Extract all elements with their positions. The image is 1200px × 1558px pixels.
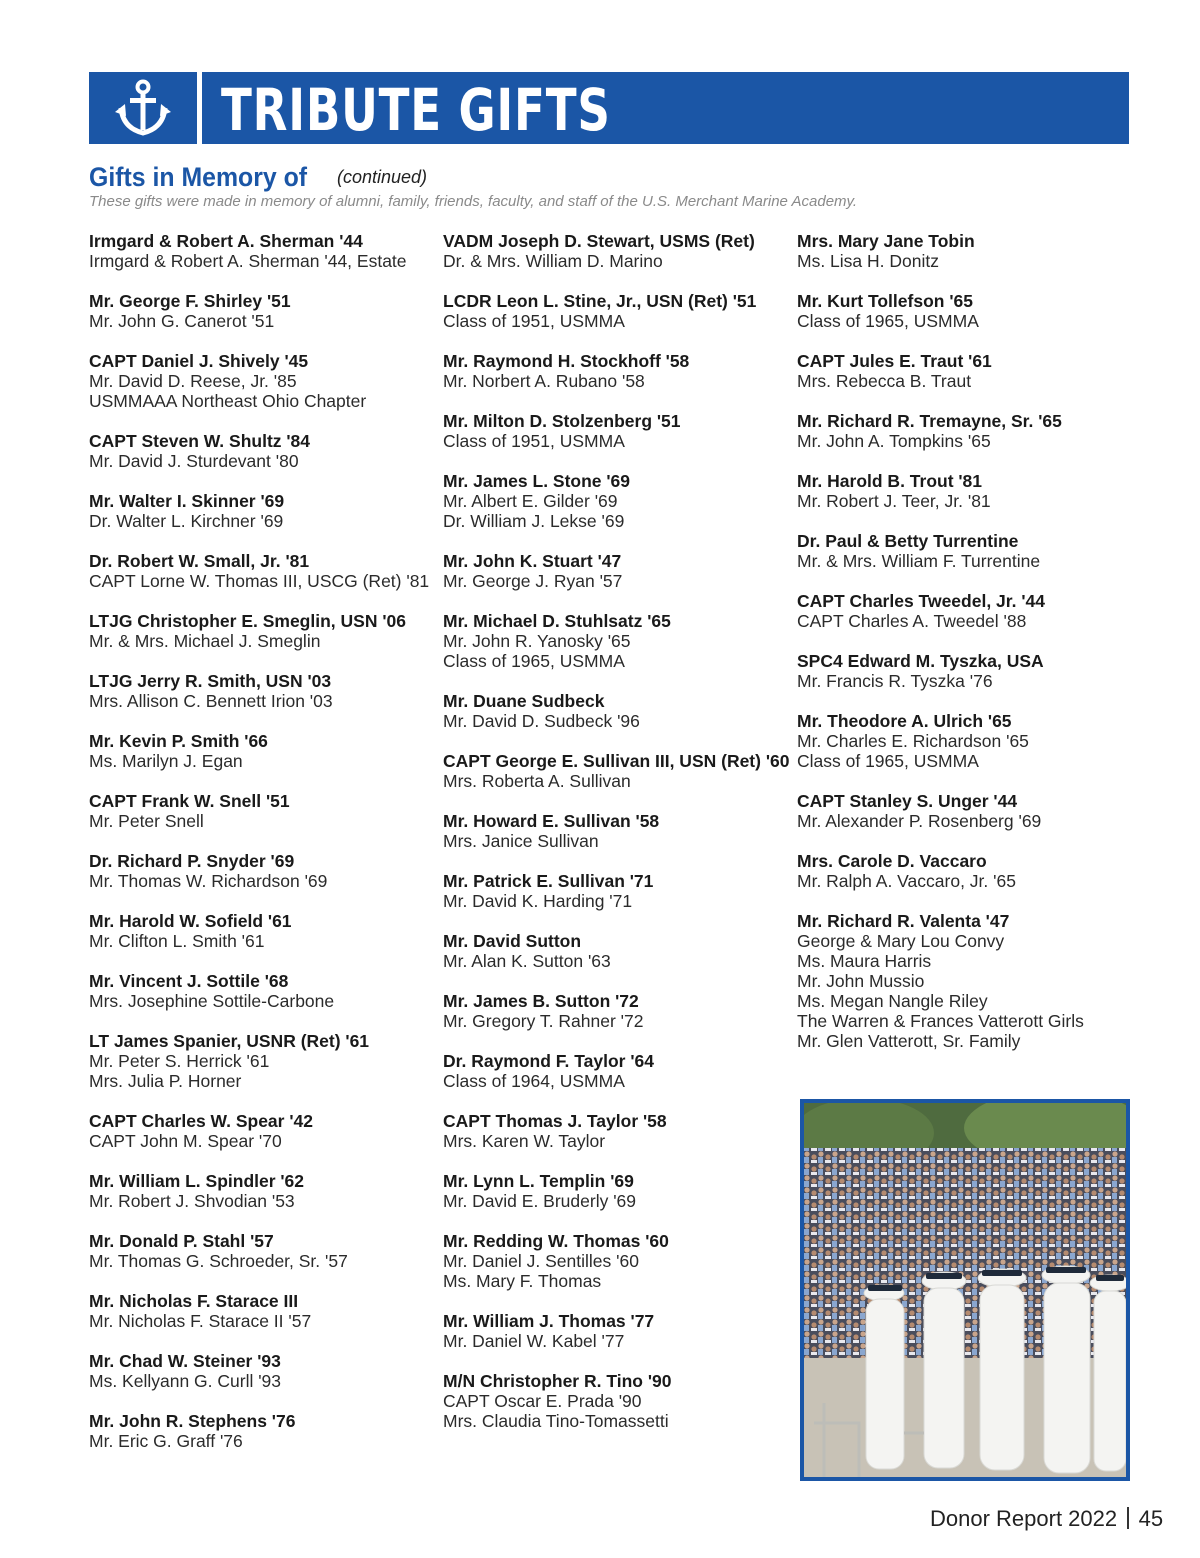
memorial-entry	[89, 611, 434, 651]
memorial-entry	[443, 991, 788, 1031]
honoree-name: Dr. Robert W. Small, Jr. '81	[89, 551, 310, 571]
donor-name: CAPT John M. Spear '70	[89, 1131, 282, 1151]
honoree-name: Mr. Richard R. Valenta '47	[797, 911, 1010, 931]
column-1	[89, 231, 434, 1471]
memorial-entry	[443, 411, 788, 451]
honoree-name: Mr. Lynn L. Templin '69	[443, 1171, 634, 1191]
memorial-entry	[89, 291, 434, 331]
honoree-name: Mr. Donald P. Stahl '57	[89, 1231, 274, 1251]
donor-name: Class of 1965, USMMA	[443, 651, 625, 671]
honoree-name: CAPT Charles W. Spear '42	[89, 1111, 313, 1131]
donor-name: Ms. Maura Harris	[797, 951, 932, 971]
memorial-entry	[797, 711, 1142, 771]
continued-label: (continued)	[337, 167, 428, 187]
donor-name: Mr. George J. Ryan '57	[443, 571, 623, 591]
memorial-entry	[443, 471, 788, 531]
donor-name: Mr. Peter S. Herrick '61	[89, 1051, 270, 1071]
donor-name: Mr. John A. Tompkins '65	[797, 431, 991, 451]
memorial-entry	[89, 351, 434, 411]
banner-title: TRIBUTE GIFTS	[221, 76, 611, 144]
donor-name: Mr. Daniel W. Kabel '77	[443, 1331, 625, 1351]
donor-name: The Warren & Frances Vatterott Girls	[797, 1011, 1084, 1031]
donor-name: Class of 1951, USMMA	[443, 431, 625, 451]
memorial-entry	[89, 731, 434, 771]
donor-name: Mr. Albert E. Gilder '69	[443, 491, 618, 511]
honoree-name: Mr. William L. Spindler '62	[89, 1171, 305, 1191]
memorial-entry	[89, 1171, 434, 1211]
anchor-icon	[115, 78, 171, 138]
honoree-name: Mr. Michael D. Stuhlsatz '65	[443, 611, 671, 631]
donor-name: Mr. Thomas G. Schroeder, Sr. '57	[89, 1251, 348, 1271]
honoree-name: Mr. Walter I. Skinner '69	[89, 491, 285, 511]
memorial-entry	[797, 231, 1142, 271]
donor-name: Class of 1964, USMMA	[443, 1071, 625, 1091]
donor-name: Class of 1965, USMMA	[797, 751, 979, 771]
donor-name: Ms. Lisa H. Donitz	[797, 251, 939, 271]
donor-name: Ms. Kellyann G. Curll '93	[89, 1371, 282, 1391]
honoree-name: VADM Joseph D. Stewart, USMS (Ret)	[443, 231, 755, 251]
memorial-entry	[443, 1051, 788, 1091]
donor-name: Ms. Marilyn J. Egan	[89, 751, 243, 771]
memorial-entry	[797, 351, 1142, 391]
honoree-name: CAPT Thomas J. Taylor '58	[443, 1111, 667, 1131]
memorial-entry	[443, 231, 788, 271]
memorial-entry	[89, 431, 434, 471]
honoree-name: Mr. Kevin P. Smith '66	[89, 731, 268, 751]
donor-name: Mrs. Josephine Sottile-Carbone	[89, 991, 335, 1011]
donor-name: Mr. Robert J. Teer, Jr. '81	[797, 491, 991, 511]
memorial-entry	[443, 811, 788, 851]
honoree-name: Mr. Harold B. Trout '81	[797, 471, 983, 491]
honoree-name: Dr. Richard P. Snyder '69	[89, 851, 295, 871]
memorial-entry	[89, 671, 434, 711]
donor-name: Mr. John Mussio	[797, 971, 925, 991]
honoree-name: Mr. William J. Thomas '77	[443, 1311, 655, 1331]
memorial-entry	[443, 551, 788, 591]
donor-name: Dr. Walter L. Kirchner '69	[89, 511, 284, 531]
memorial-entry	[89, 1031, 434, 1091]
donor-name: George & Mary Lou Convy	[797, 931, 1005, 951]
honoree-name: M/N Christopher R. Tino '90	[443, 1371, 672, 1391]
donor-name: Mr. Nicholas F. Starace II '57	[89, 1311, 312, 1331]
memorial-entry	[443, 1231, 788, 1291]
honoree-name: Mr. James B. Sutton '72	[443, 991, 639, 1011]
memorial-entry	[797, 531, 1142, 571]
memorial-entry	[443, 931, 788, 971]
honoree-name: Mr. Redding W. Thomas '60	[443, 1231, 669, 1251]
honoree-name: Mr. James L. Stone '69	[443, 471, 631, 491]
honoree-name: CAPT Steven W. Shultz '84	[89, 431, 311, 451]
donor-name: Irmgard & Robert A. Sherman '44, Estate	[89, 251, 407, 271]
honoree-name: Mr. Milton D. Stolzenberg '51	[443, 411, 681, 431]
donor-name: Mr. David D. Sudbeck '96	[443, 711, 640, 731]
banner-divider	[197, 72, 202, 144]
memorial-entry	[89, 791, 434, 831]
memorial-entry	[89, 1231, 434, 1271]
donor-name: Mrs. Janice Sullivan	[443, 831, 599, 851]
memorial-entry	[89, 1111, 434, 1151]
memorial-entry	[89, 551, 434, 591]
memorial-entry	[443, 691, 788, 731]
section-subtitle: These gifts were made in memory of alumni, family, friends, faculty, and staff of the U.S. Merchant Marine Academy.	[89, 193, 858, 210]
honoree-name: LCDR Leon L. Stine, Jr., USN (Ret) '51	[443, 291, 757, 311]
honoree-name: Mr. Patrick E. Sullivan '71	[443, 871, 654, 891]
donor-name: CAPT Oscar E. Prada '90	[443, 1391, 642, 1411]
honoree-name: Mr. Nicholas F. Starace III	[89, 1291, 299, 1311]
memorial-entry	[89, 1291, 434, 1331]
donor-name: Mr. Ralph A. Vaccaro, Jr. '65	[797, 871, 1016, 891]
memorial-entry	[89, 971, 434, 1011]
honoree-name: CAPT Charles Tweedel, Jr. '44	[797, 591, 1045, 611]
honoree-name: SPC4 Edward M. Tyszka, USA	[797, 651, 1044, 671]
honoree-name: Dr. Paul & Betty Turrentine	[797, 531, 1019, 551]
memorial-entry	[443, 751, 788, 791]
donor-name: Dr. William J. Lekse '69	[443, 511, 625, 531]
memorial-entry	[797, 651, 1142, 691]
memorial-entry	[443, 1311, 788, 1351]
honoree-name: Mr. Theodore A. Ulrich '65	[797, 711, 1012, 731]
memorial-entry	[797, 291, 1142, 331]
memorial-entry	[443, 351, 788, 391]
memorial-entry	[797, 851, 1142, 891]
honoree-name: Mr. Howard E. Sullivan '58	[443, 811, 660, 831]
donor-name: Mr. Francis R. Tyszka '76	[797, 671, 993, 691]
honoree-name: CAPT Jules E. Traut '61	[797, 351, 992, 371]
memorial-entry	[797, 591, 1142, 631]
donor-name: Mr. David J. Sturdevant '80	[89, 451, 299, 471]
memorial-entry	[89, 851, 434, 891]
donor-name: Mr. Thomas W. Richardson '69	[89, 871, 328, 891]
donor-name: Mrs. Allison C. Bennett Irion '03	[89, 691, 333, 711]
donor-name: CAPT Charles A. Tweedel '88	[797, 611, 1027, 631]
donor-name: Mr. Alexander P. Rosenberg '69	[797, 811, 1042, 831]
donor-name: Mr. Eric G. Graff '76	[89, 1431, 243, 1451]
donor-name: Mr. Gregory T. Rahner '72	[443, 1011, 644, 1031]
donor-name: Ms. Megan Nangle Riley	[797, 991, 988, 1011]
title-banner	[89, 72, 1129, 144]
honoree-name: Mrs. Carole D. Vaccaro	[797, 851, 987, 871]
honoree-name: CAPT Daniel J. Shively '45	[89, 351, 309, 371]
honoree-name: CAPT Frank W. Snell '51	[89, 791, 290, 811]
page-number: 45	[1138, 1506, 1164, 1531]
donor-name: Mr. John G. Canerot '51	[89, 311, 275, 331]
donor-name: Mr. Norbert A. Rubano '58	[443, 371, 645, 391]
honoree-name: Mr. John K. Stuart '47	[443, 551, 622, 571]
donor-name: Mrs. Rebecca B. Traut	[797, 371, 972, 391]
footer-separator	[1127, 1507, 1129, 1529]
memorial-entry	[797, 471, 1142, 511]
honoree-name: LT James Spanier, USNR (Ret) '61	[89, 1031, 370, 1051]
graduation-photo	[800, 1099, 1130, 1481]
honoree-name: Mr. Raymond H. Stockhoff '58	[443, 351, 690, 371]
donor-name: Mr. John R. Yanosky '65	[443, 631, 631, 651]
section-title: Gifts in Memory of	[89, 162, 308, 192]
memorial-entry	[443, 1371, 788, 1431]
honoree-name: Mr. Richard R. Tremayne, Sr. '65	[797, 411, 1062, 431]
donor-name: Ms. Mary F. Thomas	[443, 1271, 602, 1291]
memorial-entry	[443, 871, 788, 911]
honoree-name: Mrs. Mary Jane Tobin	[797, 231, 975, 251]
donor-name: Mr. David K. Harding '71	[443, 891, 633, 911]
memorial-entry	[797, 411, 1142, 451]
donor-name: Mr. Peter Snell	[89, 811, 204, 831]
donor-name: Mrs. Julia P. Horner	[89, 1071, 242, 1091]
honoree-name: Mr. Harold W. Sofield '61	[89, 911, 292, 931]
honoree-name: Mr. David Sutton	[443, 931, 582, 951]
memorial-entry	[443, 1111, 788, 1151]
anchor-icon-box	[89, 72, 197, 144]
donor-name: USMMAAA Northeast Ohio Chapter	[89, 391, 367, 411]
donor-name: Mr. David D. Reese, Jr. '85	[89, 371, 297, 391]
section-heading	[89, 162, 428, 193]
donor-name: Mr. Glen Vatterott, Sr. Family	[797, 1031, 1021, 1051]
donor-name: Class of 1951, USMMA	[443, 311, 625, 331]
honoree-name: CAPT George E. Sullivan III, USN (Ret) '60	[443, 751, 790, 771]
donor-name: Mrs. Karen W. Taylor	[443, 1131, 606, 1151]
honoree-name: LTJG Jerry R. Smith, USN '03	[89, 671, 332, 691]
donor-name: Mrs. Claudia Tino-Tomassetti	[443, 1411, 669, 1431]
donor-name: Mr. Alan K. Sutton '63	[443, 951, 611, 971]
column-2	[443, 231, 788, 1451]
donor-name: CAPT Lorne W. Thomas III, USCG (Ret) '81	[89, 571, 430, 591]
honoree-name: CAPT Stanley S. Unger '44	[797, 791, 1018, 811]
honoree-name: Mr. Kurt Tollefson '65	[797, 291, 973, 311]
page-footer	[930, 1506, 1163, 1532]
memorial-entry	[443, 1171, 788, 1211]
memorial-entry	[89, 1351, 434, 1391]
donor-name: Dr. & Mrs. William D. Marino	[443, 251, 663, 271]
honoree-name: Irmgard & Robert A. Sherman '44	[89, 231, 363, 251]
memorial-entry	[797, 911, 1142, 1051]
donor-name: Mr. Clifton L. Smith '61	[89, 931, 265, 951]
honoree-name: Dr. Raymond F. Taylor '64	[443, 1051, 654, 1071]
honoree-name: Mr. Chad W. Steiner '93	[89, 1351, 281, 1371]
donor-name: Mr. David E. Bruderly '69	[443, 1191, 636, 1211]
donor-name: Mrs. Roberta A. Sullivan	[443, 771, 631, 791]
memorial-entry	[89, 911, 434, 951]
memorial-entry	[89, 1411, 434, 1451]
donor-name: Mr. Charles E. Richardson '65	[797, 731, 1029, 751]
donor-name: Mr. & Mrs. William F. Turrentine	[797, 551, 1041, 571]
column-3	[797, 231, 1142, 1071]
donor-name: Mr. & Mrs. Michael J. Smeglin	[89, 631, 321, 651]
memorial-entry	[89, 491, 434, 531]
honoree-name: Mr. George F. Shirley '51	[89, 291, 291, 311]
donor-name: Mr. Robert J. Shvodian '53	[89, 1191, 295, 1211]
donor-name: Class of 1965, USMMA	[797, 311, 979, 331]
donor-name: Mr. Daniel J. Sentilles '60	[443, 1251, 639, 1271]
honoree-name: Mr. Vincent J. Sottile '68	[89, 971, 289, 991]
graduation-photo-illustration	[804, 1103, 1126, 1477]
honoree-name: Mr. John R. Stephens '76	[89, 1411, 296, 1431]
honoree-name: LTJG Christopher E. Smeglin, USN '06	[89, 611, 406, 631]
honoree-name: Mr. Duane Sudbeck	[443, 691, 605, 711]
memorial-entry	[89, 231, 434, 271]
report-title: Donor Report 2022	[930, 1506, 1118, 1531]
memorial-entry	[443, 291, 788, 331]
memorial-entry	[443, 611, 788, 671]
memorial-entry	[797, 791, 1142, 831]
